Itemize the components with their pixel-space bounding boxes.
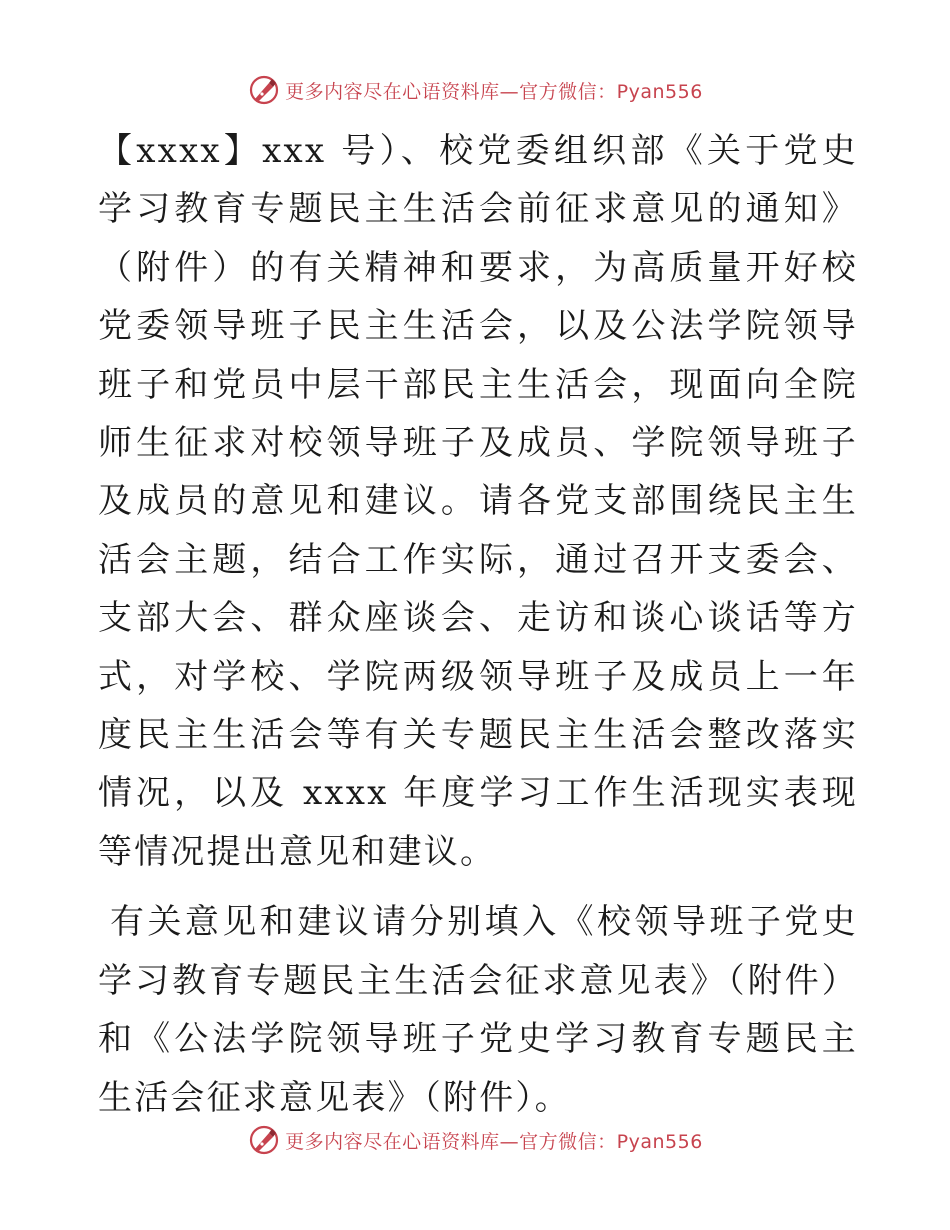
header-wechat-id: Pyan556 (616, 80, 703, 103)
footer-banner-text (285, 1127, 703, 1154)
pen-nib-logo-icon (247, 73, 281, 107)
header-banner-text (285, 77, 703, 104)
header-banner (0, 70, 950, 110)
pen-nib-logo-icon (247, 1123, 281, 1157)
footer-banner (0, 1120, 950, 1160)
body-paragraph-2: 有关意见和建议请分别填入《校领导班子党史学习教育专题民主生活会征求意见表》（附件）和《公法学院领导班子党史学习教育专题民主生活会征求意见表》（附件）。 (98, 902, 858, 1118)
footer-banner-label: 更多内容尽在心语资料库—官方微信： (285, 1130, 617, 1153)
body-paragraph-1: 【xxxx】xxx 号）、校党委组织部《关于党史学习教育专题民主生活会前征求意见的通知》（附件）的有关精神和要求，为高质量开好校党委领导班子民主生活会，以及公法学院领导班子和党员中层干部民主生活会，现面向全院师生征求对校领导班子及成员、学院领导班子及成员的意见和建议。请各党支部围绕民主生活会主题，结合工作实际，通过召开支委会、支部大会、群众座谈会、走访和谈心谈话等方式，对学校、学院两级领导班子及成员上一年度民主生活会等有关专题民主生活会整改落实情况，以及 xxxx 年度学习工作生活现实表现等情况提出意见和建议。 (98, 131, 858, 872)
footer-wechat-id: Pyan556 (616, 1130, 703, 1153)
header-banner-label: 更多内容尽在心语资料库—官方微信： (285, 80, 617, 103)
document-body (98, 122, 858, 1127)
